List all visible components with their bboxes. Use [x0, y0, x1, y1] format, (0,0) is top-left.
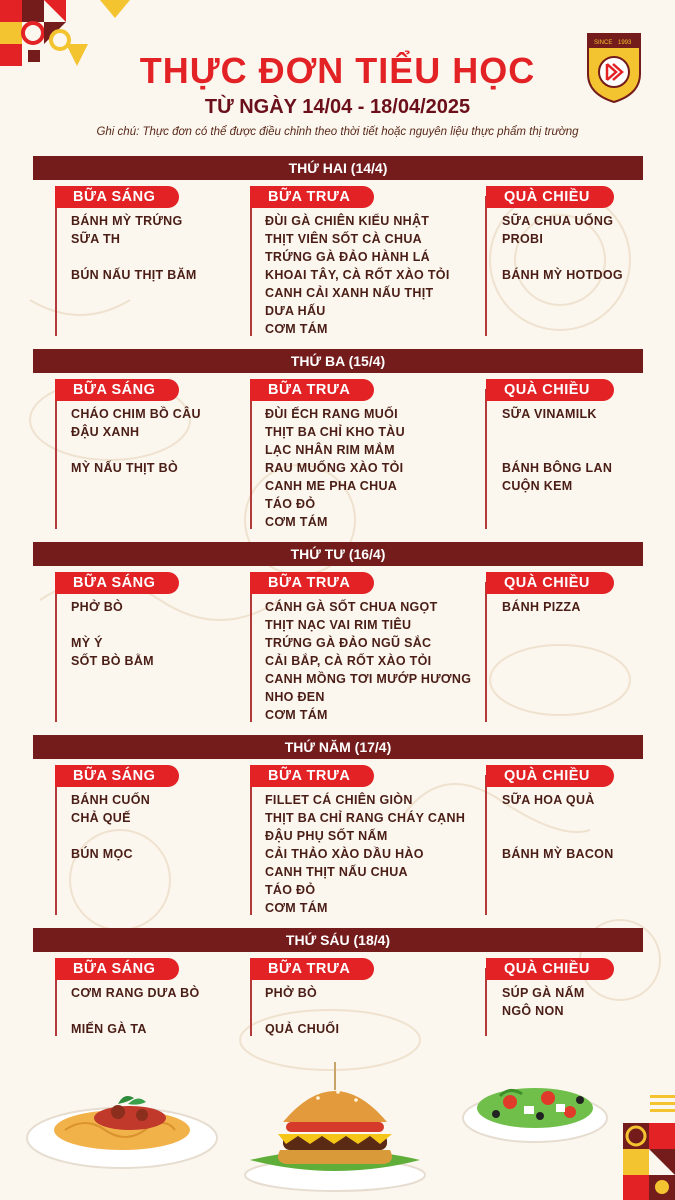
menu-item: CHẢ QUẾ: [71, 811, 131, 825]
lunch-label: BỮA TRƯA: [250, 765, 374, 787]
breakfast-column: [33, 186, 197, 284]
menu-item: BÁNH MỲ BACON: [502, 847, 614, 861]
menu-item: THỊT BA CHỈ RANG CHÁY CẠNH: [265, 811, 466, 825]
day-section: [33, 928, 643, 1042]
menu-item: CHÁO CHIM BỒ CÂU: [71, 407, 201, 421]
lunch-column: [228, 572, 471, 724]
menu-item: LẠC NHÂN RIM MẮM: [265, 443, 395, 457]
afternoon-column: [464, 765, 614, 863]
menu-item: MỲ NẤU THỊT BÒ: [71, 461, 178, 475]
menu-item: [502, 423, 614, 441]
menu-item: SỐT BÒ BẰM: [71, 654, 154, 668]
menu-item: TRỨNG GÀ ĐẢO HÀNH LÁ: [265, 250, 430, 264]
lunch-column: [228, 765, 465, 917]
menu-item: CANH THỊT NẤU CHUA: [265, 865, 408, 879]
menu-item: ĐẬU XANH: [71, 425, 140, 439]
afternoon-label: QUÀ CHIỀU: [486, 572, 614, 594]
menu-item: QUẢ CHUỐI: [265, 1022, 340, 1036]
menu-item: CÁNH GÀ SỐT CHUA NGỌT: [265, 600, 438, 614]
menu-item: ĐẬU PHỤ SỐT NẤM: [265, 829, 388, 843]
menu-item: [265, 1002, 374, 1020]
menu-item: NGÔ NON: [502, 1004, 564, 1018]
menu-item: THỊT VIÊN SỐT CÀ CHUA: [265, 232, 422, 246]
day-section: [33, 156, 643, 342]
menu-item: CƠM TÁM: [265, 515, 328, 529]
afternoon-label: QUÀ CHIỀU: [486, 958, 614, 980]
menu-item: [502, 809, 614, 827]
menu-item: CUỘN KEM: [502, 479, 573, 493]
breakfast-column: [33, 379, 201, 477]
menu-item: PHỞ BÒ: [71, 600, 124, 614]
menu-item: BÚN MỌC: [71, 847, 133, 861]
breakfast-label: BỮA SÁNG: [55, 958, 179, 980]
lunch-column: [228, 186, 450, 338]
afternoon-label: QUÀ CHIỀU: [486, 765, 614, 787]
menu-item: [71, 248, 197, 266]
salad-bowl-icon: [463, 1088, 607, 1142]
menu-item: [71, 827, 179, 845]
menu-item: MỲ Ý: [71, 636, 103, 650]
lunch-label: BỮA TRƯA: [250, 572, 374, 594]
menu-item: CƠM TÁM: [265, 322, 328, 336]
afternoon-column: [464, 572, 614, 616]
breakfast-label: BỮA SÁNG: [55, 379, 179, 401]
breakfast-label: BỮA SÁNG: [55, 765, 179, 787]
menu-item: DƯA HẤU: [265, 304, 326, 318]
date-range: TỪ NGÀY 14/04 - 18/04/2025: [204, 96, 471, 118]
spaghetti-plate-icon: [27, 1096, 217, 1168]
page-title: THỰC ĐƠN TIỂU HỌC: [139, 50, 536, 91]
menu-item: [71, 441, 201, 459]
menu-item: BÚN NẤU THỊT BĂM: [71, 268, 197, 282]
afternoon-label: QUÀ CHIỀU: [486, 379, 614, 401]
menu-item: SỮA HOA QUẢ: [502, 793, 595, 807]
logo-since: SINCE: [594, 40, 613, 46]
lunch-label: BỮA TRƯA: [250, 379, 374, 401]
afternoon-column: [464, 379, 614, 495]
menu-item: TÁO ĐỎ: [265, 497, 316, 511]
menu-item: [502, 248, 623, 266]
menu-item: CƠM TÁM: [265, 708, 328, 722]
menu-item: [502, 441, 614, 459]
menu-item: FILLET CÁ CHIÊN GIÒN: [265, 793, 413, 807]
menu-item: CANH MỒNG TƠI MƯỚP HƯƠNG: [265, 672, 472, 686]
breakfast-column: [33, 765, 179, 863]
menu-item: SÚP GÀ NẤM: [502, 986, 585, 1000]
afternoon-label: QUÀ CHIỀU: [486, 186, 614, 208]
breakfast-label: BỮA SÁNG: [55, 186, 179, 208]
menu-item: [502, 827, 614, 845]
breakfast-column: [33, 958, 200, 1038]
menu-item: TRỨNG GÀ ĐẢO NGŨ SẮC: [265, 636, 432, 650]
menu-item: BÁNH MỲ HOTDOG: [502, 268, 623, 282]
menu-item: CẢI BẮP, CÀ RỐT XÀO TỎI: [265, 654, 432, 668]
menu-item: BÁNH MỲ TRỨNG: [71, 214, 183, 228]
lunch-label: BỮA TRƯA: [250, 958, 374, 980]
day-header: THỨ TƯ (16/4): [33, 542, 643, 566]
day-header: THỨ HAI (14/4): [33, 156, 643, 180]
day-header: THỨ NĂM (17/4): [33, 735, 643, 759]
school-logo: [586, 32, 642, 104]
breakfast-label: BỮA SÁNG: [55, 572, 179, 594]
menu-item: CẢI THẢO XÀO DẦU HÀO: [265, 847, 424, 861]
menu-item: [71, 616, 179, 634]
menu-item: CƠM TÁM: [265, 901, 328, 915]
breakfast-column: [33, 572, 179, 670]
menu-item: TÁO ĐỎ: [265, 883, 316, 897]
day-section: [33, 349, 643, 535]
menu-item: BÁNH PIZZA: [502, 600, 581, 614]
menu-item: THỊT NẠC VAI RIM TIÊU: [265, 618, 412, 632]
lunch-label: BỮA TRƯA: [250, 186, 374, 208]
lunch-column: [228, 379, 405, 531]
menu-item: [71, 1002, 200, 1020]
day-header: THỨ SÁU (18/4): [33, 928, 643, 952]
menu-item: PHỞ BÒ: [265, 986, 318, 1000]
day-header: THỨ BA (15/4): [33, 349, 643, 373]
menu-item: SỮA TH: [71, 232, 121, 246]
burger-icon: [245, 1062, 425, 1191]
lunch-column: [228, 958, 374, 1038]
menu-item: RAU MUỐNG XÀO TỎI: [265, 461, 404, 475]
menu-item: ĐÙI GÀ CHIÊN KIỂU NHẬT: [265, 214, 430, 228]
menu-item: BÁNH CUỐN: [71, 793, 151, 807]
afternoon-column: [464, 186, 623, 284]
menu-item: SỮA VINAMILK: [502, 407, 597, 421]
logo-year: 1993: [618, 40, 632, 46]
menu-item: KHOAI TÂY, CÀ RỐT XÀO TỎI: [265, 268, 450, 282]
header: [0, 0, 675, 150]
day-section: [33, 735, 643, 921]
note: Ghi chú: Thực đơn có thể được điều chỉnh theo thời tiết hoặc nguyên liệu thực phẩm thị trường: [96, 126, 579, 138]
menu-item: PROBI: [502, 232, 544, 246]
menu-item: CANH ME PHA CHUA: [265, 479, 398, 493]
menu-item: MIẾN GÀ TA: [71, 1022, 147, 1036]
food-illustrations: [0, 1060, 675, 1200]
menu-item: ĐÙI ẾCH RANG MUỐI: [265, 407, 398, 421]
afternoon-column: [464, 958, 614, 1020]
menu-item: SỮA CHUA UỐNG: [502, 214, 614, 228]
menu-item: NHO ĐEN: [265, 690, 325, 704]
day-section: [33, 542, 643, 728]
menu-item: THỊT BA CHỈ KHO TÀU: [265, 425, 405, 439]
menu-item: CANH CẢI XANH NẤU THỊT: [265, 286, 434, 300]
menu-item: CƠM RANG DƯA BÒ: [71, 986, 200, 1000]
menu-item: BÁNH BÔNG LAN: [502, 461, 613, 475]
